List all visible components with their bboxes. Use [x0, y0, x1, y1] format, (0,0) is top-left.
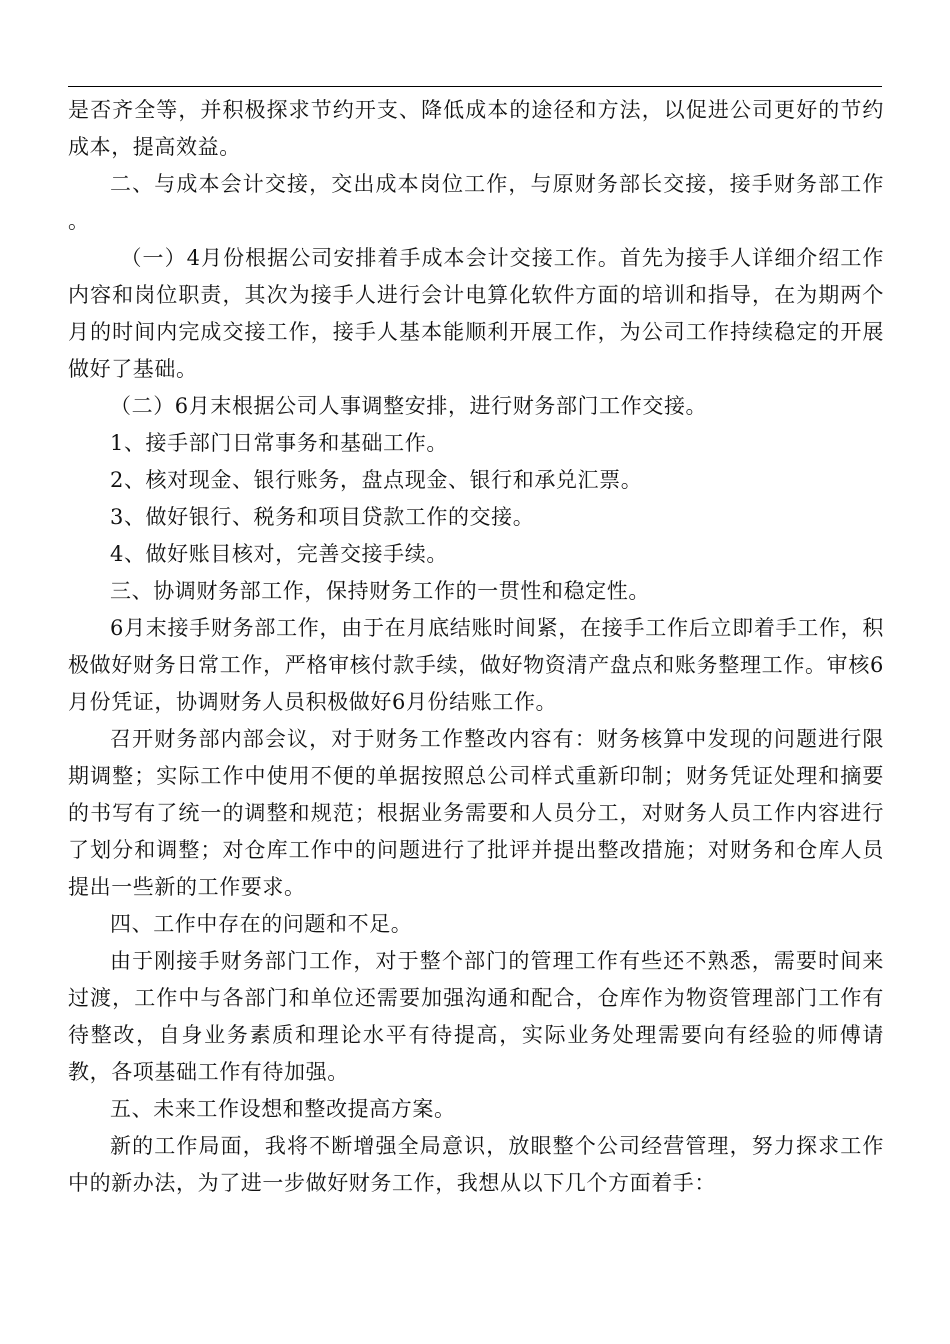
list-item-4: 4、做好账目核对，完善交接手续。: [110, 542, 448, 566]
paragraph-section-2-item-2: （二）6月末根据公司人事调整安排，进行财务部门工作交接。: [110, 394, 708, 418]
paragraph-section-2-item-1: （一）4月份根据公司安排着手成本会计交接工作。首先为接手人详细介绍工作内容和岗位职责，其次为接手人进行会计电算化软件方面的培训和指导，在为期两个月的时间内完成交接工作，接手人基本能顺利开展工作，为公司工作持续稳定的开展做好了基础。: [68, 246, 884, 381]
paragraph-section-3-body-2: 召开财务部内部会议，对于财务工作整改内容有：财务核算中发现的问题进行限期调整；实际工作中使用不便的单据按照总公司样式重新印制；财务凭证处理和摘要的书写有了统一的调整和规范；根据业务需要和人员分工，对财务人员工作内容进行了划分和调整；对仓库工作中的问题进行了批评并提出整改措施；对财务和仓库人员提出一些新的工作要求。: [68, 727, 884, 899]
header-rule: [68, 86, 882, 87]
paragraph-section-4-body: 由于刚接手财务部门工作，对于整个部门的管理工作有些还不熟悉，需要时间来过渡，工作中与各部门和单位还需要加强沟通和配合，仓库作为物资管理部门工作有待整改，自身业务素质和理论水平有待提高，实际业务处理需要向有经验的师傅请教，各项基础工作有待加强。: [68, 949, 884, 1084]
list-item-3: 3、做好银行、税务和项目贷款工作的交接。: [110, 505, 535, 529]
document-body: [68, 92, 884, 1202]
paragraph-cost-saving-continuation: 是否齐全等，并积极探求节约开支、降低成本的途径和方法，以促进公司更好的节约成本，提高效益。: [68, 98, 884, 159]
paragraph-section-5-body: 新的工作局面，我将不断增强全局意识，放眼整个公司经营管理，努力探求工作中的新办法，为了进一步做好财务工作，我想从以下几个方面着手：: [68, 1134, 884, 1195]
paragraph-section-2-heading: 二、与成本会计交接，交出成本岗位工作，与原财务部长交接，接手财务部工作 。: [68, 172, 884, 233]
list-item-2: 2、核对现金、银行账务，盘点现金、银行和承兑汇票。: [110, 468, 643, 492]
paragraph-section-4-heading: 四、工作中存在的问题和不足。: [110, 912, 413, 936]
paragraph-section-3-body-1: 6月末接手财务部工作，由于在月底结账时间紧，在接手工作后立即着手工作，积极做好财务日常工作，严格审核付款手续，做好物资清产盘点和账务整理工作。审核6月份凭证，协调财务人员积极做好6月份结账工作。: [68, 616, 884, 714]
paragraph-section-5-heading: 五、未来工作设想和整改提高方案。: [110, 1097, 456, 1121]
list-item-1: 1、接手部门日常事务和基础工作。: [110, 431, 448, 455]
paragraph-section-3-heading: 三、协调财务部工作，保持财务工作的一贯性和稳定性。: [110, 579, 650, 603]
